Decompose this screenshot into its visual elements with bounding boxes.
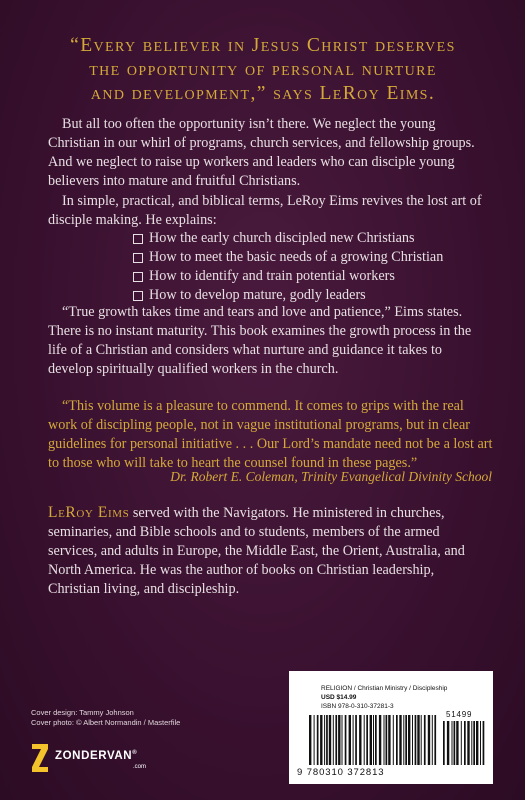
list-item-label: How to meet the basic needs of a growing Christian bbox=[149, 249, 444, 265]
barcode-bar bbox=[355, 715, 357, 765]
barcode-bar bbox=[471, 721, 472, 765]
barcode-bar bbox=[326, 715, 328, 765]
publisher-logo bbox=[31, 733, 191, 779]
list-item-label: How the early church discipled new Christians bbox=[149, 230, 415, 246]
barcode-bar bbox=[412, 715, 413, 765]
headline-line-2: the opportunity of personal nurture bbox=[89, 59, 437, 80]
growth-paragraph: “True growth takes time and tears and love and patience,” Eims states. There is no instant maturity. This book examines the growth process in the life of a Christian and considers what nurture and guidance it takes to develop spiritually qualified workers in the church. bbox=[48, 304, 472, 377]
category-label: RELIGION / Christian Ministry / Discipleship bbox=[321, 685, 448, 692]
author-name: LeRoy Eims bbox=[48, 504, 130, 521]
barcode-bar bbox=[454, 721, 456, 765]
list-item bbox=[131, 248, 471, 267]
checkbox-bullet-icon bbox=[133, 234, 143, 244]
checkbox-bullet-icon bbox=[133, 253, 143, 263]
barcode-bar bbox=[417, 715, 419, 765]
checkbox-bullet-icon bbox=[133, 291, 143, 301]
checkbox-bullet-icon bbox=[133, 272, 143, 282]
list-item bbox=[131, 229, 471, 248]
topics-list bbox=[131, 229, 471, 305]
barcode-bar bbox=[405, 715, 407, 765]
barcode-bar bbox=[421, 715, 422, 765]
barcode-bar bbox=[408, 715, 410, 765]
barcode-bar bbox=[434, 715, 436, 765]
barcode-bar bbox=[464, 721, 466, 765]
explains-paragraph: In simple, practical, and biblical terms, LeRoy Eims revives the lost art of disciple making. He explains: bbox=[48, 193, 482, 228]
barcode-bar bbox=[396, 715, 398, 765]
barcode-panel bbox=[289, 671, 493, 784]
barcode-bar bbox=[443, 721, 445, 765]
cover-design-credit: Cover design: Tammy Johnson bbox=[31, 708, 134, 717]
barcode-bar bbox=[324, 715, 325, 765]
publisher-domain: .com bbox=[133, 764, 147, 770]
barcode-bar bbox=[333, 715, 334, 765]
endorsement-attribution: Dr. Robert E. Coleman, Trinity Evangelical Divinity School bbox=[170, 469, 492, 484]
barcode-bar bbox=[373, 715, 374, 765]
price-label: USD $14.99 bbox=[321, 694, 357, 701]
barcode-bar bbox=[432, 715, 433, 765]
back-cover-headline bbox=[30, 34, 496, 106]
barcode-bar bbox=[480, 721, 481, 765]
barcode-bar bbox=[384, 715, 385, 765]
barcode-bar bbox=[461, 721, 462, 765]
barcode-bar bbox=[314, 715, 315, 765]
list-item-label: How to develop mature, godly leaders bbox=[149, 287, 366, 303]
barcode-bar bbox=[317, 715, 319, 765]
trademark-mark: ® bbox=[132, 750, 138, 756]
publisher-name bbox=[55, 750, 137, 762]
isbn-label: ISBN 978-0-310-37281-3 bbox=[321, 703, 394, 710]
barcode-bar bbox=[399, 715, 401, 765]
barcode-bar bbox=[452, 721, 453, 765]
barcode-bar bbox=[320, 715, 322, 765]
barcode-bar bbox=[403, 715, 404, 765]
barcode-bar bbox=[349, 715, 351, 765]
barcode-bar bbox=[393, 715, 394, 765]
barcode-bar bbox=[386, 715, 388, 765]
cover-credits bbox=[31, 708, 180, 727]
barcode-bar bbox=[473, 721, 475, 765]
barcode-bar bbox=[359, 715, 361, 765]
ean-digits: 9 780310 372813 bbox=[297, 767, 385, 778]
barcode-bar bbox=[476, 721, 478, 765]
barcode-bar bbox=[415, 715, 417, 765]
barcode-bar bbox=[467, 721, 469, 765]
barcode-bar bbox=[335, 715, 337, 765]
barcode-bar bbox=[309, 715, 311, 765]
barcode-bar bbox=[370, 715, 372, 765]
barcode-bar bbox=[338, 715, 340, 765]
barcode-bar bbox=[428, 715, 430, 765]
barcode-bar bbox=[375, 715, 377, 765]
barcode-bar bbox=[379, 715, 381, 765]
barcode-bar bbox=[424, 715, 426, 765]
publisher-name-text: ZONDERVAN bbox=[55, 750, 133, 762]
list-item bbox=[131, 267, 471, 286]
author-bio-text: served with the Navigators. He ministered in churches, seminaries, and Bible schools and to students, members of the armed services, and adults in Europe, the Middle East, the Orient, Australia, and North America. He was the author of books on Christian leadership, Christian living, and discipleship. bbox=[48, 505, 465, 597]
headline-line-1: “Every believer in Jesus Christ deserves bbox=[70, 35, 456, 56]
headline-line-3: and development,” says LeRoy Eims. bbox=[90, 83, 436, 104]
intro-paragraph: But all too often the opportunity isn’t there. We neglect the young Christian in our whirl of programs, church services, and fellowship groups. And we neglect to raise up workers and leaders who can disciple young believers into mature and fruitful Christians. bbox=[48, 116, 475, 189]
barcode-bar bbox=[388, 715, 390, 765]
barcode-bar bbox=[483, 721, 485, 765]
endorsement-quote: “This volume is a pleasure to commend. It comes to grips with the real work of discipling people, not in vague institutional programs, but in clear guidelines for personal initiative . . . Our Lord’s mandate need not be a lost art to those who will take to heart the counsel found in these pages.” bbox=[48, 398, 493, 471]
zondervan-z-icon bbox=[31, 741, 49, 775]
cover-photo-credit: Cover photo: © Albert Normandin / Masterfile bbox=[31, 717, 181, 727]
list-item-label: How to identify and train potential workers bbox=[149, 268, 395, 284]
barcode-bar bbox=[345, 715, 347, 765]
barcode-bar bbox=[364, 715, 365, 765]
barcode-bar bbox=[456, 721, 458, 765]
price-code-digits: 51499 bbox=[446, 710, 473, 719]
barcode-bar bbox=[353, 715, 354, 765]
author-bio bbox=[48, 503, 484, 599]
barcode-bar bbox=[329, 715, 331, 765]
barcode-bar bbox=[366, 715, 368, 765]
barcode-bar bbox=[342, 715, 343, 765]
barcode-bar bbox=[447, 721, 449, 765]
